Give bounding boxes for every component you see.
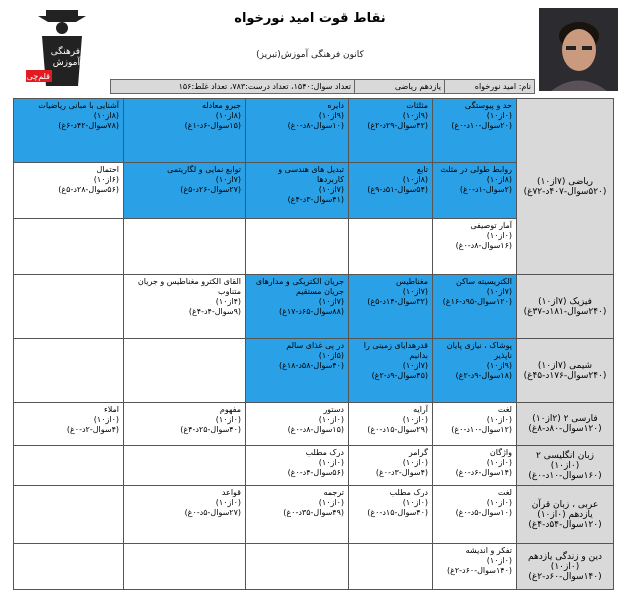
- table-row: [14, 486, 614, 544]
- topic-cell: [433, 403, 517, 446]
- empty-cell: [246, 219, 349, 275]
- subject-stats: (۱۴۰سوال-۶۰د-۲غ): [528, 571, 602, 582]
- topic-stats: (۲۹سوال-۱۵د-۰غ): [367, 425, 428, 434]
- empty-cell: [124, 339, 246, 403]
- topic-cell: [349, 275, 433, 339]
- student-photo: [539, 8, 618, 91]
- topic-cell: [124, 99, 246, 163]
- topic-name: قدرهدایای زمینی را بدانیم: [363, 341, 428, 360]
- subject-cell: [517, 446, 614, 486]
- topic-name: املاء: [103, 405, 119, 414]
- topic-ratio: (۰از۱۰): [486, 458, 512, 467]
- topic-ratio: (۷از۱۰): [215, 175, 241, 184]
- topic-stats: (۱۲سوال-۱۰د-۰غ): [451, 425, 512, 434]
- logo-text-2: فرهنگی: [50, 47, 80, 57]
- empty-cell: [124, 446, 246, 486]
- topic-name: حد و پیوستگی: [464, 101, 512, 110]
- subject-stats: (۲۴۰سوال-۱۸۱د-۳۷غ): [523, 306, 607, 317]
- topic-cell: [246, 486, 349, 544]
- topic-name: در پی غذای سالم: [286, 341, 344, 350]
- logo-text-3: آموزش: [52, 58, 80, 68]
- topic-ratio: (۷از۱۰): [402, 361, 428, 370]
- topic-name: ترجمه: [323, 488, 344, 497]
- topic-cell: [124, 163, 246, 219]
- topic-cell: [433, 275, 517, 339]
- topic-stats: (۴۱سوال-۳د-۴غ): [287, 195, 344, 204]
- topic-stats: (۴۲سوال-۲۹د-۲غ): [367, 121, 428, 130]
- student-stats: تعداد سوال:۱۵۴۰، تعداد درست:۷۸۳، تعداد غلط:۱۵۶: [178, 82, 351, 91]
- topic-name: درک مطلب: [389, 488, 428, 497]
- empty-cell: [349, 219, 433, 275]
- subject-name: عربی ، زبان قرآن یازدهم (۰از۱۰): [531, 499, 599, 520]
- empty-cell: [14, 446, 124, 486]
- topic-ratio: (۸از۱۰): [93, 111, 119, 120]
- subject-stats: (۱۶۰سوال-۱۰د-۰غ): [528, 470, 602, 481]
- topic-stats: (۴سوال-۲د-۰غ): [66, 425, 119, 434]
- topic-cell: [349, 339, 433, 403]
- topic-ratio: (۸از۱۰): [215, 111, 241, 120]
- topic-cell: [246, 275, 349, 339]
- topic-ratio: (۵از۱۰): [318, 351, 344, 360]
- topic-name: القای الکترو مغناطیس و جریان متناوب: [137, 277, 241, 296]
- empty-cell: [124, 219, 246, 275]
- topic-stats: (۴۰سوال-۵۸د-۱۸غ): [278, 361, 344, 370]
- empty-cell: [14, 544, 124, 590]
- topic-cell: [349, 163, 433, 219]
- subject-stats: (۱۲۰سوال-۵۴د-۴غ): [528, 519, 602, 530]
- page-subtitle: کانون فرهنگی آموزش(تبریز): [256, 50, 364, 60]
- topic-name: دایره: [327, 101, 344, 110]
- subject-cell: [517, 403, 614, 446]
- topic-ratio: (۰از۱۰): [402, 498, 428, 507]
- topic-ratio: (۰از۱۰): [402, 415, 428, 424]
- topic-name: لغت: [497, 488, 512, 497]
- subject-name: زبان انگلیسی ۲ (۰از۱۰): [536, 450, 594, 471]
- topic-stats: (۱۵سوال-۶د-۱غ): [184, 121, 241, 130]
- table-row: [14, 446, 614, 486]
- topic-stats: (۲۰سوال-۱۰د-۰غ): [451, 121, 512, 130]
- topic-ratio: (۰از۱۰): [486, 111, 512, 120]
- topic-ratio: (۰از۱۰): [93, 415, 119, 424]
- topic-name: آشنایی با مبانی ریاضیات: [38, 101, 119, 110]
- topic-stats: (۴۵سوال-۹د-۲غ): [371, 371, 428, 380]
- topic-ratio: (۶از۱۰): [93, 175, 119, 184]
- topic-stats: (۱۶سوال-۸د-۰غ): [455, 241, 512, 250]
- topic-name: آرایه: [413, 405, 428, 414]
- empty-cell: [124, 544, 246, 590]
- topic-ratio: (۰از۱۰): [318, 498, 344, 507]
- topic-name: دستور: [323, 405, 344, 414]
- topic-ratio: (۹از۱۰): [402, 111, 428, 120]
- topic-name: پوشاک ، نیازی پایان ناپذیر: [446, 341, 512, 360]
- topic-ratio: (۰از۱۰): [402, 458, 428, 467]
- topic-ratio: (۹از۱۰): [486, 361, 512, 370]
- topic-name: الکتریسیته ساکن: [456, 277, 512, 286]
- topic-name: مغناطیس: [396, 277, 428, 286]
- topic-cell: [246, 446, 349, 486]
- topic-stats: (۴۹سوال-۳۵د-۰غ): [283, 508, 344, 517]
- page-title: نقاط قوت امید نورخواه: [234, 11, 386, 26]
- topic-name: آمار توصیفی: [470, 221, 512, 230]
- topic-cell: [433, 219, 517, 275]
- topic-cell: [433, 99, 517, 163]
- topic-ratio: (۷از۱۰): [318, 185, 344, 194]
- topic-name: درک مطلب: [305, 448, 344, 457]
- topic-cell: [349, 99, 433, 163]
- topic-name: جبرو معادله: [201, 101, 241, 110]
- topic-stats: (۵۴سوال-۵۱د-۹غ): [367, 185, 428, 194]
- topic-cell: [433, 339, 517, 403]
- table-row: [14, 339, 614, 403]
- topic-stats: (۵۶سوال-۲۸د-۵غ): [58, 185, 119, 194]
- empty-cell: [349, 544, 433, 590]
- topic-ratio: (۰از۱۰): [215, 498, 241, 507]
- topic-ratio: (۷از۱۰): [318, 297, 344, 306]
- topic-ratio: (۴از۱۰): [215, 297, 241, 306]
- topic-cell: [14, 99, 124, 163]
- empty-cell: [14, 219, 124, 275]
- topic-ratio: (۰از۱۰): [215, 415, 241, 424]
- topic-ratio: (۰از۱۰): [318, 458, 344, 467]
- topic-cell: [433, 486, 517, 544]
- table-row: [14, 544, 614, 590]
- subject-name: فارسی ۲ (۲از۱۰): [532, 414, 598, 424]
- topic-name: مثلثات: [406, 101, 428, 110]
- topic-stats: (۱۴۰سوال-۶۰د-۲غ): [446, 566, 512, 575]
- topic-name: گرامر: [408, 448, 428, 457]
- topic-stats: (۱۰سوال-۵د-۰غ): [455, 508, 512, 517]
- subject-name: شیمی (۷از۱۰): [537, 360, 593, 371]
- subject-stats: (۲۴۰سوال-۱۷۶د-۴۵غ): [523, 370, 607, 381]
- logo-text-1: کانون: [59, 37, 80, 47]
- topic-stats: (۱۰سوال-۸د-۰غ): [287, 121, 344, 130]
- topic-stats: (۲۷سوال-۲۶د-۵غ): [180, 185, 241, 194]
- topic-cell: [124, 403, 246, 446]
- topic-stats: (۱۸سوال-۹د-۲غ): [455, 371, 512, 380]
- topic-name: تفکر و اندیشه: [465, 546, 512, 555]
- topic-stats: (۲۷سوال-۵د-۰غ): [184, 508, 241, 517]
- topic-stats: (۱۲۰سوال-۹۵د-۱۶غ): [442, 297, 512, 306]
- empty-cell: [246, 544, 349, 590]
- table-row: [14, 99, 614, 163]
- topic-cell: [124, 486, 246, 544]
- subject-cell: [517, 486, 614, 544]
- topic-name: مفهوم: [219, 405, 241, 414]
- subject-stats: (۵۲۰سوال-۴۰۷د-۷۲غ): [523, 186, 607, 197]
- topic-stats: (۴سوال-۳د-۰غ): [375, 468, 428, 477]
- topic-cell: [124, 275, 246, 339]
- topic-cell: [246, 339, 349, 403]
- topic-ratio: (۷از۱۰): [402, 287, 428, 296]
- topic-stats: (۱۵سوال-۸د-۰غ): [287, 425, 344, 434]
- topic-name: تبدیل های هندسی و کاربردها: [278, 165, 344, 184]
- topic-ratio: (۰از۱۰): [318, 415, 344, 424]
- topic-cell: [14, 403, 124, 446]
- subject-name: دین و زندگی یازدهم (۰از۱۰): [528, 551, 602, 572]
- student-grade: یازدهم ریاضی: [354, 80, 444, 93]
- topic-stats: (۸۸سوال-۶۵د-۱۷غ): [278, 307, 344, 316]
- topic-name: احتمال: [96, 165, 119, 174]
- topic-ratio: (۸از۱۰): [486, 175, 512, 184]
- topic-cell: [246, 163, 349, 219]
- kanoon-logo: [20, 8, 94, 88]
- topic-name: جریان الکتریکی و مدارهای جریان مستقیم: [255, 277, 344, 296]
- topic-stats: (۳۲سوال-۱۴د-۵غ): [367, 297, 428, 306]
- empty-cell: [14, 275, 124, 339]
- topic-stats: (۴۰سوال-۲۵د-۴غ): [180, 425, 241, 434]
- logo-text-4: قلم‌چی: [26, 72, 50, 81]
- subject-cell: [517, 544, 614, 590]
- topic-ratio: (۰از۱۰): [486, 231, 512, 240]
- topic-cell: [433, 163, 517, 219]
- table-row: [14, 403, 614, 446]
- topic-ratio: (۰از۱۰): [486, 415, 512, 424]
- topic-name: واژگان: [489, 448, 512, 457]
- topic-ratio: (۸از۱۰): [402, 175, 428, 184]
- topic-ratio: (۹از۱۰): [318, 111, 344, 120]
- topic-stats: (۲سوال-۱د-۰غ): [459, 185, 512, 194]
- student-info-bar: [110, 79, 535, 94]
- topic-name: توابع نمایی و لگاریتمی: [167, 165, 241, 174]
- strengths-table: [13, 98, 614, 590]
- topic-cell: [349, 446, 433, 486]
- topic-name: قواعد: [221, 488, 241, 497]
- topic-cell: [246, 99, 349, 163]
- subject-cell: [517, 99, 614, 275]
- topic-stats: (۴۰سوال-۱۵د-۰غ): [367, 508, 428, 517]
- topic-stats: (۵۶سوال-۴د-۰غ): [287, 468, 344, 477]
- topic-name: لغت: [497, 405, 512, 414]
- topic-stats: (۷۸سوال-۴۲د-۶غ): [58, 121, 119, 130]
- empty-cell: [14, 339, 124, 403]
- student-name: نام: امید نورخواه: [444, 80, 534, 93]
- topic-cell: [433, 446, 517, 486]
- topic-ratio: (۰از۱۰): [486, 498, 512, 507]
- topic-cell: [14, 163, 124, 219]
- subject-cell: [517, 275, 614, 339]
- subject-cell: [517, 339, 614, 403]
- topic-cell: [433, 544, 517, 590]
- table-row: [14, 275, 614, 339]
- topic-stats: (۹سوال-۴د-۴غ): [188, 307, 241, 316]
- topic-ratio: (۷از۱۰): [486, 287, 512, 296]
- subject-name: فیزیک (۷از۱۰): [538, 296, 592, 307]
- subject-stats: (۱۲۰سوال-۸۰د-۸غ): [528, 424, 602, 434]
- topic-cell: [246, 403, 349, 446]
- topic-cell: [349, 486, 433, 544]
- empty-cell: [14, 486, 124, 544]
- topic-name: روابط طولی در مثلث: [440, 165, 512, 174]
- subject-name: ریاضی (۷از۱۰): [537, 176, 593, 187]
- topic-cell: [349, 403, 433, 446]
- topic-name: تابع: [416, 165, 428, 174]
- topic-stats: (۱۴سوال-۶د-۰غ): [455, 468, 512, 477]
- topic-ratio: (۰از۱۰): [486, 556, 512, 565]
